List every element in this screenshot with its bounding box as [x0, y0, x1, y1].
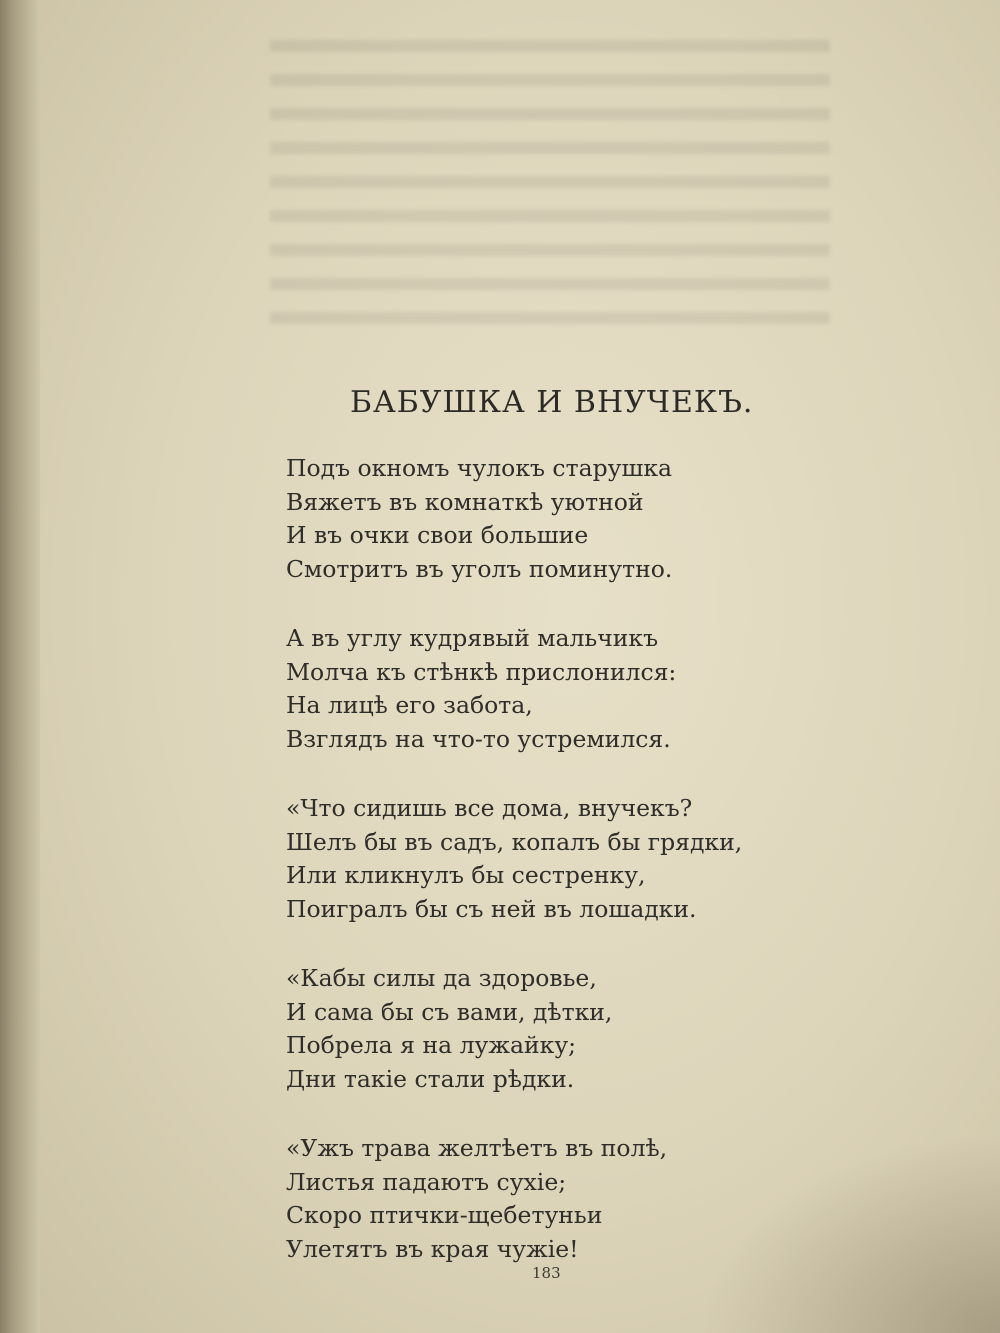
page-number: 183: [532, 1264, 561, 1282]
poem-line: На лицѣ его забота,: [286, 691, 533, 719]
poem-line: Смотритъ въ уголъ поминутно.: [286, 554, 673, 583]
poem-line: «Что сидишь все дома, внучекъ?: [286, 794, 693, 822]
poem-line: Скоро птички-щебетуньи: [286, 1201, 603, 1229]
poem-line: Шелъ бы въ садъ, копалъ бы грядки,: [286, 827, 743, 856]
poem-line: Взглядъ на что-то устремился.: [286, 724, 671, 753]
poem-line: И въ очки свои большие: [286, 521, 589, 549]
poem-line: Вяжетъ въ комнаткѣ уютной: [286, 487, 644, 516]
stanza-2: [286, 622, 806, 756]
bleed-through-text: [270, 40, 830, 340]
stanza-3: [286, 792, 806, 926]
stanza-1: [286, 452, 806, 586]
poem-line: Листья падаютъ сухіе;: [286, 1167, 567, 1196]
poem-line: Или кликнулъ бы сестренку,: [286, 861, 646, 889]
poem-line: Улетятъ въ края чужіе!: [286, 1234, 579, 1263]
book-gutter: [0, 0, 40, 1333]
stanza-5: [286, 1132, 806, 1266]
poem-line: Побрела я на лужайку;: [286, 1031, 577, 1059]
poem-line: Молча къ стѣнкѣ прислонился:: [286, 657, 677, 686]
poem-line: «Ужъ трава желтѣетъ въ полѣ,: [286, 1134, 668, 1162]
poem-line: А въ углу кудрявый мальчикъ: [286, 624, 659, 652]
poem-body: [286, 452, 806, 1302]
poem-line: Поигралъ бы съ ней въ лошадки.: [286, 894, 697, 923]
poem-line: Дни такіе стали рѣдки.: [286, 1064, 575, 1093]
poem-line: И сама бы съ вами, дѣтки,: [286, 997, 613, 1026]
stanza-4: [286, 962, 806, 1096]
poem-title: БАБУШКА И ВНУЧЕКЪ.: [350, 385, 754, 420]
poem-line: «Кабы силы да здоровье,: [286, 964, 597, 992]
poem-line: Подъ окномъ чулокъ старушка: [286, 454, 673, 482]
